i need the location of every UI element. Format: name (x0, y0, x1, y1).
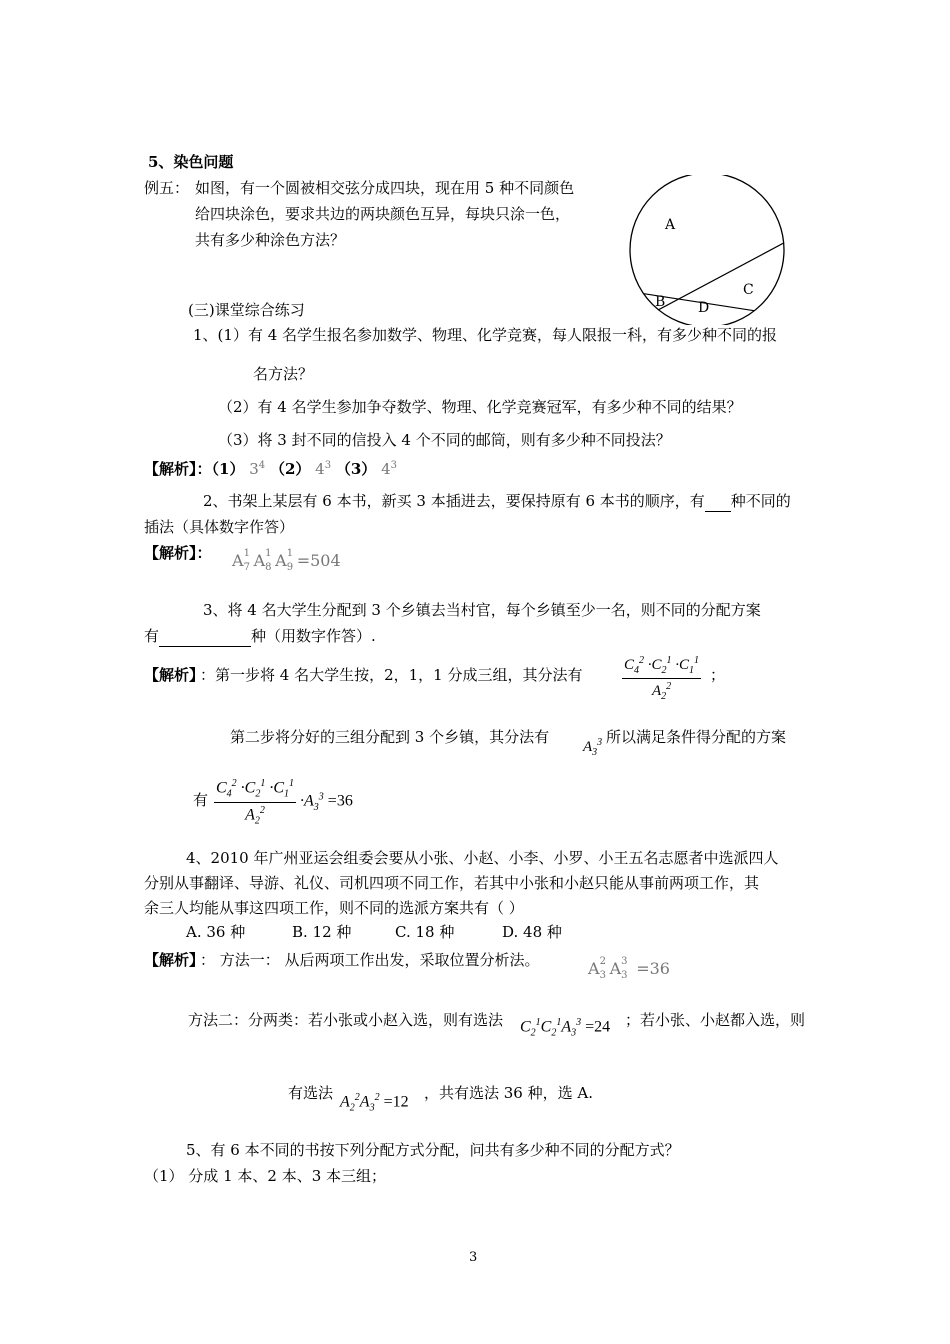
q4-option-b: B. 12 种 (292, 923, 352, 941)
page-number: 3 (469, 1250, 478, 1265)
q3-answer-blank (159, 626, 251, 647)
q1-line2: 名方法？ (253, 365, 314, 383)
q2-line1: 2、书架上某层有 6 本书，新买 3 本插进去，要保持原有 6 本书的顺序，有 种不同的 (203, 492, 791, 510)
example-text-line2: 给四块涂色，要求共边的两块颜色互异，每块只涂一色， (195, 205, 571, 223)
jiexi-label-4: 【解析】 (144, 951, 205, 969)
a1-expr2: $4^3$ (315, 460, 332, 478)
a4-method2-b: ；若小张、小赵都入选，则 (625, 1011, 806, 1029)
a3-arrangement: $A_3^3$ (583, 737, 603, 758)
jiexi-label: 【解析】 (144, 460, 197, 478)
a4-method1: ： 方法一： 从后两项工作出发，采取位置分析法。 (200, 951, 540, 969)
jiexi-label-2: 【解析】： (144, 544, 212, 562)
a3-line3-prefix: 有 (193, 791, 209, 809)
example-text-line3: 共有多少种涂色方法？ (195, 231, 346, 249)
a4-method2-c: 有选法 (288, 1084, 334, 1102)
q4-line3: 余三人均能从事这四项工作，则不同的选派方案共有（ ） (144, 899, 524, 917)
a3-text1-end: ； (710, 666, 726, 684)
q3-line1: 3、将 4 名大学生分配到 3 个乡镇去当村官，每个乡镇至少一名，则不同的分配方案 (203, 601, 761, 619)
a4-method2-formula2: $A_2^2A_3^2 =12$ (340, 1092, 409, 1114)
region-label-a: A (665, 217, 676, 233)
q2-line2: 插法（具体数字作答） (144, 518, 295, 536)
q5-line1: 5、有 6 本不同的书按下列分配方式分配，问共有多少种不同的分配方式？ (186, 1141, 680, 1159)
a1-label3: （3） (335, 460, 377, 478)
q1-part2: （2）有 4 名学生参加争夺数学、物理、化学竞赛冠军，有多少种不同的结果？ (218, 398, 742, 416)
region-label-c: C (743, 282, 754, 298)
section-heading: 5、染色问题 (148, 153, 234, 171)
q2-answer-blank (705, 491, 731, 512)
a1-label2: （2） (269, 460, 311, 478)
region-label-d: D (698, 300, 710, 316)
a4-method1-formula: A 2 3 A 3 3 =36 (588, 955, 670, 981)
practice-heading: (三)课堂综合练习 (188, 301, 305, 319)
a1-expr1: $3^4$ (249, 460, 266, 478)
a4-method2-formula1: $C_2^1C_2^1A_3^3 =24$ (520, 1017, 611, 1039)
a3-text2-b: 所以满足条件得分配的方案 (606, 728, 787, 746)
a1-expr3: $4^3$ (381, 460, 397, 478)
a3-text2-a: 第二步将分好的三组分配到 3 个乡镇，其分法有 (230, 728, 550, 746)
q5-sub1: （1） 分成 1 本、2 本、3 本三组； (144, 1167, 387, 1185)
q4-line1: 4、2010 年广州亚运会组委会要从小张、小赵、小李、小罗、小王五名志愿者中选派四人 (186, 849, 779, 867)
q4-option-a: A. 36 种 (186, 923, 246, 941)
a1-prefix: ：（1） (196, 460, 245, 478)
jiexi-label-3: 【解析】 (144, 666, 205, 684)
example-text-line1: 如图，有一个圆被相交弦分成四块，现在用 5 种不同颜色 (195, 179, 575, 197)
a2-formula: A 1 7 A 1 8 A 1 9 =504 (232, 547, 341, 573)
q3-line2: 有 种（用数字作答）. (144, 627, 376, 645)
a4-method2-d: ，共有选法 36 种，选 A. (424, 1084, 593, 1102)
q4-line2: 分别从事翻译、导游、礼仪、司机四项不同工作，若其中小张和小赵只能从事前两项工作，其 (144, 874, 760, 892)
q1-part3: （3）将 3 封不同的信投入 4 个不同的邮筒，则有多少种不同投法？ (218, 431, 671, 449)
a4-method2-a: 方法二：分两类：若小张或小赵入选，则有选法 (188, 1011, 504, 1029)
region-label-b: B (655, 294, 666, 310)
q4-option-c: C. 18 种 (395, 923, 455, 941)
q1-line1: 1、(1）有 4 名学生报名参加数学、物理、化学竞赛，每人限报一科，有多少种不同的报 (193, 326, 778, 344)
answer1 (144, 456, 397, 479)
example-label: 例五： (144, 179, 190, 197)
a3-final-formula: $\frac{C_4^2 \cdot C_2^1 \cdot C_1^1}{A_2^2}$ $\cdot A_3^3 =36$ (216, 778, 353, 827)
q4-option-d: D. 48 种 (502, 923, 562, 941)
a3-fraction: $\frac{C_4^2 \cdot C_2^1 \cdot C_1^1}{A_2^2}$ (624, 655, 700, 702)
a3-text1: ：第一步将 4 名大学生按，2，1，1 分成三组，其分法有 (200, 666, 583, 684)
